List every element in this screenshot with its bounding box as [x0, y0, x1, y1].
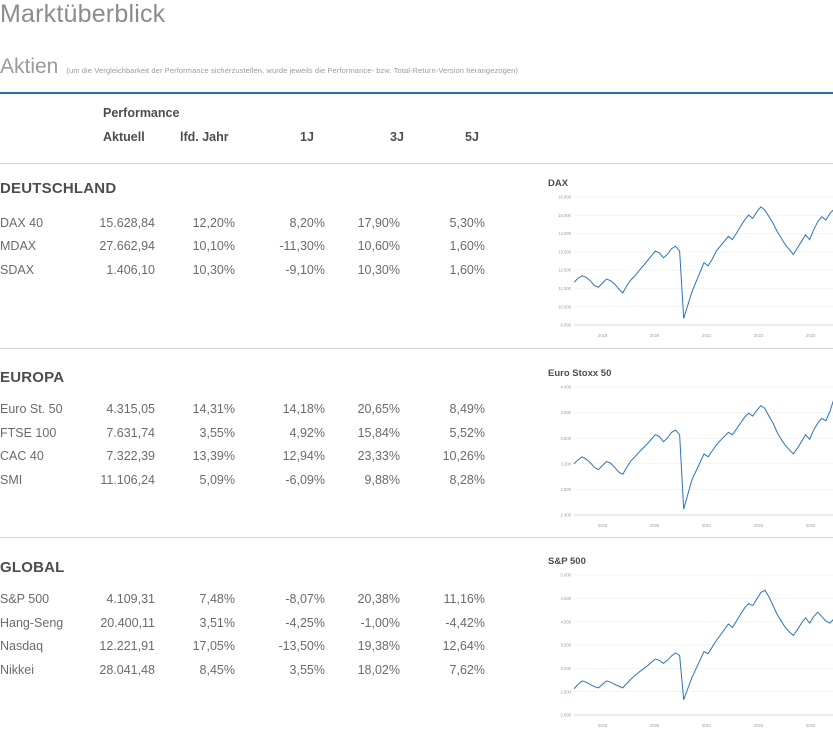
svg-text:3.200: 3.200 — [560, 461, 571, 467]
table-row: Hang-Seng — [0, 616, 64, 630]
cell-5j: 1,60% — [449, 239, 485, 253]
svg-text:3.000: 3.000 — [560, 665, 571, 671]
svg-text:4.000: 4.000 — [560, 410, 571, 416]
column-header-3j: 3J — [390, 130, 404, 144]
svg-text:2.400: 2.400 — [560, 512, 571, 518]
subtitle-row — [0, 55, 518, 79]
chart-title-dax: DAX — [548, 178, 569, 189]
cell-3j: 19,38% — [357, 639, 400, 653]
svg-text:2019: 2019 — [597, 723, 608, 728]
svg-text:2021: 2021 — [701, 523, 712, 528]
section-title-europa: EUROPA — [0, 369, 65, 386]
svg-text:2020: 2020 — [649, 523, 660, 528]
cell-3j: 9,88% — [364, 473, 400, 487]
cell-1j: 4,92% — [289, 426, 325, 440]
cell-1j: 14,18% — [282, 402, 325, 416]
cell-3j: 20,38% — [357, 592, 400, 606]
subtitle-note: (um die Vergleichbarkeit der Performance sicherzustellen, wurde jeweils die Performance- bzw. Total-Return-Version herangezogen) — [66, 66, 519, 75]
cell-1j: 8,20% — [289, 216, 325, 230]
cell-aktuell: 20.400,11 — [100, 616, 155, 630]
table-row: MDAX — [0, 239, 37, 253]
cell-5j: 10,26% — [442, 449, 485, 463]
cell-1j: -4,25% — [285, 616, 325, 630]
svg-text:2020: 2020 — [649, 333, 660, 338]
cell-1j: 12,94% — [282, 449, 325, 463]
column-header-aktuell: Aktuell — [103, 130, 145, 144]
svg-text:5.000: 5.000 — [560, 572, 571, 578]
cell-1j: -8,07% — [285, 592, 325, 606]
table-row: Euro St. 50 — [0, 402, 63, 416]
cell-lfd-jahr: 10,30% — [192, 263, 235, 277]
svg-text:3.600: 3.600 — [560, 435, 571, 441]
chart-canvas-eurostoxx — [548, 383, 833, 531]
cell-3j: 17,90% — [357, 216, 400, 230]
svg-text:4.000: 4.000 — [560, 619, 571, 625]
svg-text:2022: 2022 — [753, 333, 764, 338]
svg-text:2.500: 2.500 — [560, 689, 571, 695]
table-header-divider — [0, 163, 833, 164]
cell-3j: 18,02% — [357, 663, 400, 677]
table-row: DAX 40 — [0, 216, 44, 230]
svg-text:10.000: 10.000 — [558, 304, 571, 310]
cell-5j: 5,52% — [449, 426, 485, 440]
cell-3j: -1,00% — [360, 616, 400, 630]
chart-canvas-dax — [548, 193, 833, 341]
cell-1j: -13,50% — [278, 639, 325, 653]
cell-5j: -4,42% — [445, 616, 485, 630]
chart-title-eurostoxx: Euro Stoxx 50 — [548, 368, 612, 379]
column-header-lfd-jahr: lfd. Jahr — [180, 130, 229, 144]
cell-lfd-jahr: 14,31% — [192, 402, 235, 416]
cell-lfd-jahr: 7,48% — [199, 592, 235, 606]
svg-text:2.000: 2.000 — [560, 712, 571, 718]
cell-aktuell: 15.628,84 — [99, 216, 155, 230]
svg-text:12.000: 12.000 — [558, 267, 571, 273]
chart-canvas-sp500 — [548, 571, 833, 731]
cell-5j: 8,49% — [449, 402, 485, 416]
cell-1j: 3,55% — [289, 663, 325, 677]
svg-text:13.000: 13.000 — [558, 249, 571, 255]
cell-aktuell: 12.221,91 — [99, 639, 155, 653]
svg-text:2022: 2022 — [753, 523, 764, 528]
performance-group-header: Performance — [103, 106, 180, 120]
table-row: SMI — [0, 473, 23, 487]
cell-5j: 12,64% — [442, 639, 485, 653]
column-header-5j: 5J — [465, 130, 479, 144]
cell-aktuell: 11.106,24 — [100, 473, 155, 487]
cell-5j: 11,16% — [443, 592, 485, 606]
cell-lfd-jahr: 12,20% — [192, 216, 235, 230]
svg-text:2021: 2021 — [701, 333, 712, 338]
cell-3j: 10,60% — [357, 239, 400, 253]
cell-1j: -6,09% — [285, 473, 325, 487]
cell-aktuell: 7.631,74 — [106, 426, 155, 440]
chart-eurostoxx — [548, 368, 833, 531]
cell-5j: 8,28% — [449, 473, 485, 487]
cell-lfd-jahr: 10,10% — [192, 239, 235, 253]
svg-text:2021: 2021 — [701, 723, 712, 728]
table-row: Nasdaq — [0, 639, 44, 653]
svg-text:2023: 2023 — [805, 523, 816, 528]
header-divider — [0, 92, 833, 94]
section-divider-2 — [0, 537, 833, 538]
svg-text:4.400: 4.400 — [560, 384, 571, 390]
table-row: SDAX — [0, 263, 35, 277]
cell-lfd-jahr: 17,05% — [192, 639, 235, 653]
cell-3j: 10,30% — [357, 263, 400, 277]
section-subtitle: Aktien — [0, 55, 59, 78]
svg-text:14.000: 14.000 — [558, 231, 571, 237]
svg-text:2019: 2019 — [597, 333, 608, 338]
page-title: Marktüberblick — [0, 0, 166, 28]
cell-1j: -11,30% — [279, 239, 325, 253]
svg-text:4.500: 4.500 — [560, 595, 571, 601]
table-row: CAC 40 — [0, 449, 44, 463]
cell-5j: 5,30% — [449, 216, 485, 230]
cell-3j: 20,65% — [357, 402, 400, 416]
svg-text:2019: 2019 — [597, 523, 608, 528]
section-title-global: GLOBAL — [0, 559, 65, 576]
svg-text:2023: 2023 — [805, 333, 816, 338]
cell-aktuell: 1.406,10 — [106, 263, 155, 277]
cell-aktuell: 4.109,31 — [106, 592, 155, 606]
svg-text:9.000: 9.000 — [560, 322, 571, 328]
cell-3j: 15,84% — [357, 426, 400, 440]
cell-aktuell: 7.322,39 — [106, 449, 155, 463]
section-title-deutschland: DEUTSCHLAND — [0, 180, 117, 197]
svg-text:15.000: 15.000 — [558, 212, 571, 218]
chart-title-sp500: S&P 500 — [548, 556, 586, 567]
cell-1j: -9,10% — [285, 263, 325, 277]
cell-lfd-jahr: 3,51% — [199, 616, 235, 630]
svg-text:2023: 2023 — [805, 723, 816, 728]
cell-lfd-jahr: 13,39% — [192, 449, 235, 463]
table-row: FTSE 100 — [0, 426, 57, 440]
cell-aktuell: 28.041,48 — [99, 663, 155, 677]
svg-text:3.500: 3.500 — [560, 642, 571, 648]
svg-text:2.800: 2.800 — [560, 487, 571, 492]
cell-lfd-jahr: 3,55% — [199, 426, 235, 440]
cell-lfd-jahr: 8,45% — [199, 663, 235, 677]
chart-sp500 — [548, 556, 833, 731]
svg-text:2022: 2022 — [753, 723, 764, 728]
column-header-1j: 1J — [300, 130, 314, 144]
table-row: S&P 500 — [0, 592, 50, 606]
table-row: Nikkei — [0, 663, 35, 677]
cell-3j: 23,33% — [357, 449, 400, 463]
section-divider-1 — [0, 348, 833, 349]
cell-5j: 1,60% — [449, 263, 485, 277]
svg-text:16.000: 16.000 — [558, 194, 571, 200]
cell-aktuell: 27.662,94 — [99, 239, 155, 253]
svg-text:2020: 2020 — [649, 723, 660, 728]
chart-dax — [548, 178, 833, 341]
cell-5j: 7,62% — [449, 663, 485, 677]
cell-aktuell: 4.315,05 — [106, 402, 155, 416]
cell-lfd-jahr: 5,09% — [199, 473, 235, 487]
svg-text:11.000: 11.000 — [558, 286, 571, 291]
